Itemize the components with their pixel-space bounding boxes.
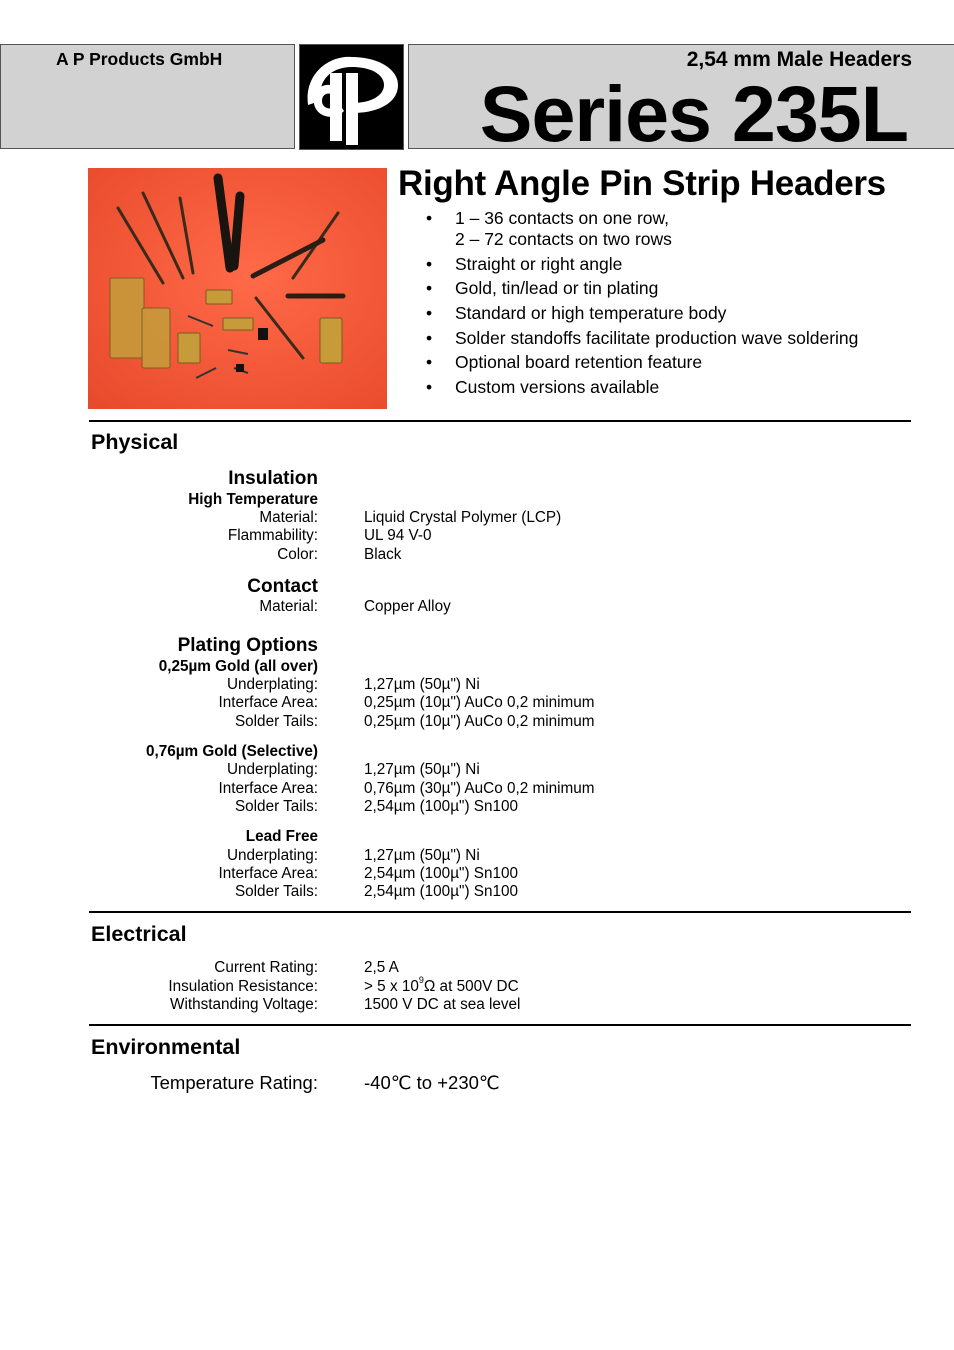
feature-item	[426, 352, 858, 373]
bullet-glyph: •	[426, 208, 433, 228]
spec-value: 0,25µm (10µ") AuCo 0,2 minimum	[364, 713, 595, 730]
company-name: A P Products GmbH	[56, 49, 223, 69]
feature-text: Custom versions available	[455, 377, 660, 398]
feature-text: Standard or high temperature body	[455, 303, 727, 324]
bullet-glyph: •	[426, 377, 433, 398]
product-headline: Right Angle Pin Strip Headers	[398, 164, 886, 203]
spec-value: -40℃ to +230℃	[364, 1072, 500, 1093]
spec-label: Interface Area:	[218, 694, 318, 711]
spec-value: Black	[364, 546, 402, 563]
feature-item	[426, 254, 858, 275]
spec-value: 1,27µm (50µ") Ni	[364, 761, 480, 778]
section-divider	[89, 1024, 911, 1026]
section-divider	[89, 420, 911, 422]
spec-value: 0,76µm (30µ") AuCo 0,2 minimum	[364, 780, 595, 797]
spec-value-insulation-resistance	[364, 975, 519, 996]
value-part: Ω at 500V DC	[423, 978, 519, 995]
bullet-glyph: •	[426, 352, 433, 373]
spec-label: Insulation Resistance:	[168, 978, 318, 995]
section-divider	[89, 911, 911, 913]
bullet-glyph: •	[426, 278, 433, 299]
feature-text: Gold, tin/lead or tin plating	[455, 278, 659, 299]
spec-value: Liquid Crystal Polymer (LCP)	[364, 509, 562, 526]
spec-label: Underplating:	[227, 761, 318, 778]
spec-label: Flammability:	[227, 527, 318, 544]
feature-list	[426, 208, 858, 402]
spec-label: Solder Tails:	[234, 713, 318, 730]
spec-label: Current Rating:	[214, 959, 318, 976]
spec-label: Material:	[259, 509, 318, 526]
group-subtitle: Lead Free	[245, 828, 318, 845]
spec-label: Solder Tails:	[234, 883, 318, 900]
feature-item	[426, 208, 858, 250]
section-title-physical: Physical	[91, 430, 179, 454]
spec-label: Underplating:	[227, 847, 318, 864]
spec-value: Copper Alloy	[364, 598, 451, 615]
feature-text: 1 – 36 contacts on one row,	[455, 208, 670, 228]
value-part: > 5 x 10	[364, 978, 419, 995]
feature-text: Optional board retention feature	[455, 352, 703, 373]
feature-item	[426, 303, 858, 324]
spec-value: 2,54µm (100µ") Sn100	[364, 798, 519, 815]
spec-label: Color:	[277, 546, 318, 563]
value-exponent: 9	[418, 975, 424, 985]
series-title: Series 235L	[479, 69, 908, 158]
bullet-glyph: •	[426, 303, 433, 324]
spec-value: 1,27µm (50µ") Ni	[364, 847, 480, 864]
spec-value: 2,54µm (100µ") Sn100	[364, 865, 519, 882]
section-title-environmental: Environmental	[91, 1035, 241, 1059]
ap-logo-icon	[299, 44, 404, 150]
spec-label: Interface Area:	[218, 865, 318, 882]
spec-value: 2,54µm (100µ") Sn100	[364, 883, 519, 900]
group-subtitle: 0,25µm Gold (all over)	[158, 658, 318, 675]
spec-label: Material:	[259, 598, 318, 615]
spec-label: Withstanding Voltage:	[170, 996, 318, 1013]
spec-label: Temperature Rating:	[150, 1072, 318, 1093]
product-photo	[88, 168, 387, 409]
spec-value: 1,27µm (50µ") Ni	[364, 676, 480, 693]
spec-value: 0,25µm (10µ") AuCo 0,2 minimum	[364, 694, 595, 711]
feature-text: Solder standoffs facilitate production wave soldering	[455, 327, 859, 348]
feature-text: Straight or right angle	[455, 253, 623, 274]
bullet-glyph: •	[426, 253, 433, 274]
feature-item	[426, 377, 858, 398]
group-subtitle: 0,76µm Gold (Selective)	[145, 743, 318, 760]
bullet-glyph: •	[426, 327, 433, 348]
feature-text-line2: 2 – 72 contacts on two rows	[455, 229, 672, 249]
spec-value: 2,5 A	[364, 959, 399, 976]
product-subtitle: 2,54 mm Male Headers	[686, 48, 912, 71]
spec-value: 1500 V DC at sea level	[364, 996, 521, 1013]
feature-item	[426, 278, 858, 299]
spec-label: Solder Tails:	[234, 798, 318, 815]
group-title-insulation: Insulation	[228, 468, 318, 489]
spec-value: UL 94 V-0	[364, 527, 432, 544]
section-title-electrical: Electrical	[91, 922, 187, 946]
feature-item	[426, 328, 858, 349]
group-title-plating: Plating Options	[177, 635, 318, 656]
spec-label: Underplating:	[227, 676, 318, 693]
group-title-contact: Contact	[247, 576, 318, 597]
group-subtitle: High Temperature	[188, 491, 318, 508]
spec-label: Interface Area:	[218, 780, 318, 797]
